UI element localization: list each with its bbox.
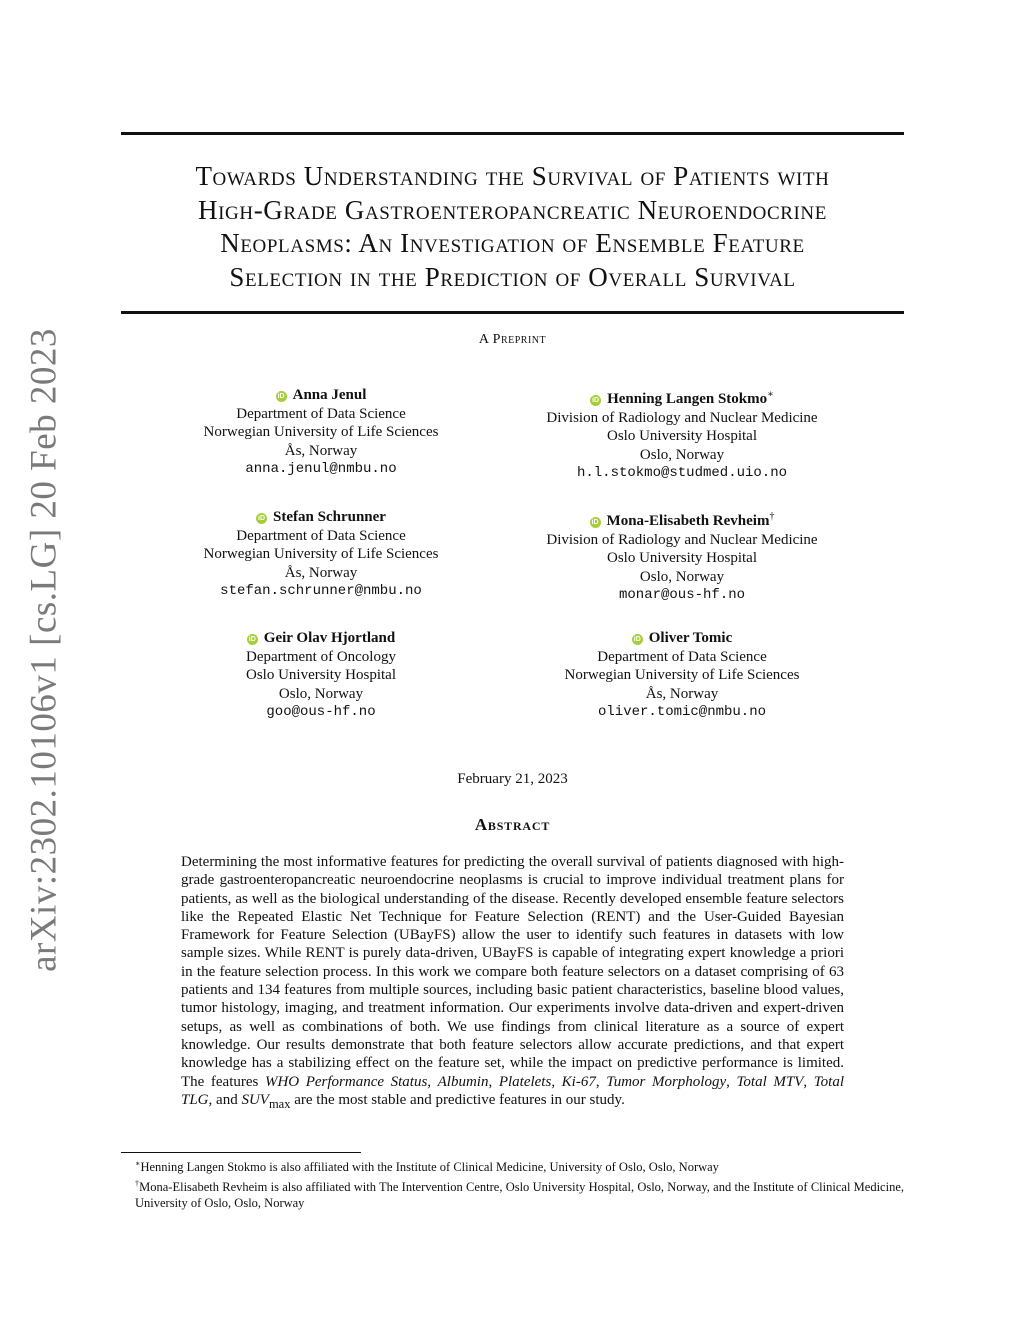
abstract-feature: Total MTV (736, 1073, 804, 1090)
orcid-icon[interactable]: iD (258, 515, 266, 522)
author-institution: Oslo University Hospital (607, 428, 757, 444)
author-location: Ås, Norway (284, 442, 358, 459)
author-location: Ås, Norway (645, 685, 719, 702)
author-department: Department of Data Science (236, 527, 406, 544)
author-department: Department of Oncology (246, 648, 396, 665)
author-email[interactable]: oliver.tomic@nmbu.no (597, 704, 767, 720)
paper-title (121, 160, 904, 294)
title-rule-top (121, 132, 904, 135)
author-location: Oslo, Norway (278, 685, 364, 702)
footnote-rule (121, 1152, 361, 1153)
footnote (121, 1156, 904, 1176)
author-name: Stefan Schrunner (273, 509, 386, 525)
abstract-body (181, 853, 844, 1113)
abstract-separator: , (551, 1073, 562, 1090)
abstract-separator: , (427, 1073, 438, 1090)
abstract-feature: Platelets (498, 1073, 552, 1090)
abstract-separator: , (595, 1073, 607, 1090)
author-block (161, 629, 481, 722)
abstract-separator: , and (208, 1091, 242, 1108)
author-name: Anna Jenul (292, 387, 367, 403)
author-affiliation-mark: ∗ (767, 389, 774, 400)
abstract-feature: Total TLG (181, 1073, 845, 1108)
author-institution: Oslo University Hospital (246, 667, 396, 683)
publication-date: February 21, 2023 (457, 771, 568, 787)
orcid-icon[interactable]: iD (633, 636, 641, 643)
abstract-heading: Abstract (474, 815, 551, 834)
preprint-label: A Preprint (478, 332, 547, 347)
abstract-separator: , (488, 1073, 499, 1090)
author-department: Division of Radiology and Nuclear Medicine (546, 531, 818, 548)
title-rule-bottom (121, 311, 904, 314)
abstract-feature-subscript: max (268, 1096, 291, 1111)
abstract-separator: , (803, 1073, 814, 1090)
author-affiliation-mark: † (769, 511, 775, 522)
orcid-icon[interactable]: iD (248, 636, 256, 643)
author-block (522, 508, 842, 605)
abstract-feature: Albumin (437, 1073, 489, 1090)
author-block (161, 386, 481, 479)
author-name: Henning Langen Stokmo (607, 391, 768, 407)
title-line: Towards Understanding the Survival of Patients with (195, 161, 830, 191)
author-block (161, 508, 481, 601)
footnotes (121, 1156, 904, 1212)
abstract-text: Determining the most informative features for predicting the overall survival of patients diagnosed with high-grade gastroenteropancreatic neuroendocrine neoplasms is crucial to improve individual treatment plans for patients, as well as the biological understanding of the disease. Recently developed ensemble feature selectors like the Repeated Elastic Net Technique for Feature Selection (RENT) and the User-Guided Bayesian Framework for Feature Selection (UBayFS) allow the user to identify such features in datasets with low sample sizes. While RENT is purely data-driven, UBayFS is capable of integrating expert knowledge a priori in the feature selection process. In this work we compare both feature selectors on a dataset comprising of 63 patients and 134 features from multiple sources, including basic patient characteristics, baseline blood values, tumor histology, imaging, and treatment information. Our experiments involve data-driven and expert-driven setups, as well as combinations of both. We use findings from clinical literature as a source of expert knowledge. Our results demonstrate that both feature selectors allow accurate predictions, and that expert knowledge has a stabilizing effect on the feature set, while the impact on predictive performance is limited. The features (181, 854, 844, 1090)
title-line: Neoplasms: An Investigation of Ensemble Feature (220, 228, 805, 258)
author-email[interactable]: goo@ous-hf.no (266, 704, 376, 720)
footnote-text: Henning Langen Stokmo is also affiliated with the Institute of Clinical Medicine, University of Oslo, Oslo, Norway (140, 1160, 719, 1175)
author-name: Geir Olav Hjortland (263, 630, 396, 646)
author-name: Oliver Tomic (648, 630, 733, 646)
author-institution: Norwegian University of Life Sciences (203, 546, 439, 562)
abstract-text: are the most stable and predictive features in our study. (290, 1091, 625, 1108)
footnote (121, 1176, 904, 1212)
author-institution: Oslo University Hospital (607, 550, 757, 566)
footnote-mark: † (135, 1178, 140, 1188)
footnote-text: Mona-Elisabeth Revheim is also affiliated with The Intervention Centre, Oslo University Hospital, Oslo, Norway, and the Institute of Clinical Medicine, University of Oslo, Oslo, Norway (135, 1179, 905, 1211)
author-email[interactable]: monar@ous-hf.no (618, 587, 746, 603)
author-email[interactable]: h.l.stokmo@studmed.uio.no (576, 465, 788, 481)
orcid-icon[interactable]: iD (591, 519, 599, 526)
author-email[interactable]: anna.jenul@nmbu.no (245, 461, 397, 477)
orcid-icon[interactable]: iD (277, 393, 285, 400)
author-name: Mona-Elisabeth Revheim (606, 513, 770, 529)
author-block (522, 386, 842, 483)
orcid-icon[interactable]: iD (592, 397, 600, 404)
author-department: Department of Data Science (236, 405, 406, 422)
author-location: Oslo, Norway (639, 568, 725, 585)
author-email[interactable]: stefan.schrunner@nmbu.no (220, 583, 422, 599)
title-line: Selection in the Prediction of Overall Survival (229, 261, 796, 292)
abstract-feature: SUV (241, 1091, 269, 1108)
author-department: Division of Radiology and Nuclear Medicine (546, 409, 818, 426)
author-institution: Norwegian University of Life Sciences (203, 424, 439, 440)
author-block (522, 629, 842, 722)
abstract-feature: WHO Performance Status (264, 1073, 428, 1090)
author-department: Department of Data Science (597, 648, 767, 665)
author-location: Ås, Norway (284, 564, 358, 581)
abstract-feature: Tumor Morphology (606, 1073, 727, 1090)
author-location: Oslo, Norway (639, 446, 725, 463)
title-line: High-Grade Gastroenteropancreatic Neuroendocrine (198, 194, 827, 225)
arxiv-identifier: arXiv:2302.10106v1 [cs.LG] 20 Feb 2023 (23, 328, 65, 972)
abstract-separator: , (726, 1073, 737, 1090)
abstract-feature: Ki-67 (561, 1073, 596, 1090)
footnote-mark: ∗ (135, 1159, 141, 1168)
author-institution: Norwegian University of Life Sciences (564, 667, 800, 683)
